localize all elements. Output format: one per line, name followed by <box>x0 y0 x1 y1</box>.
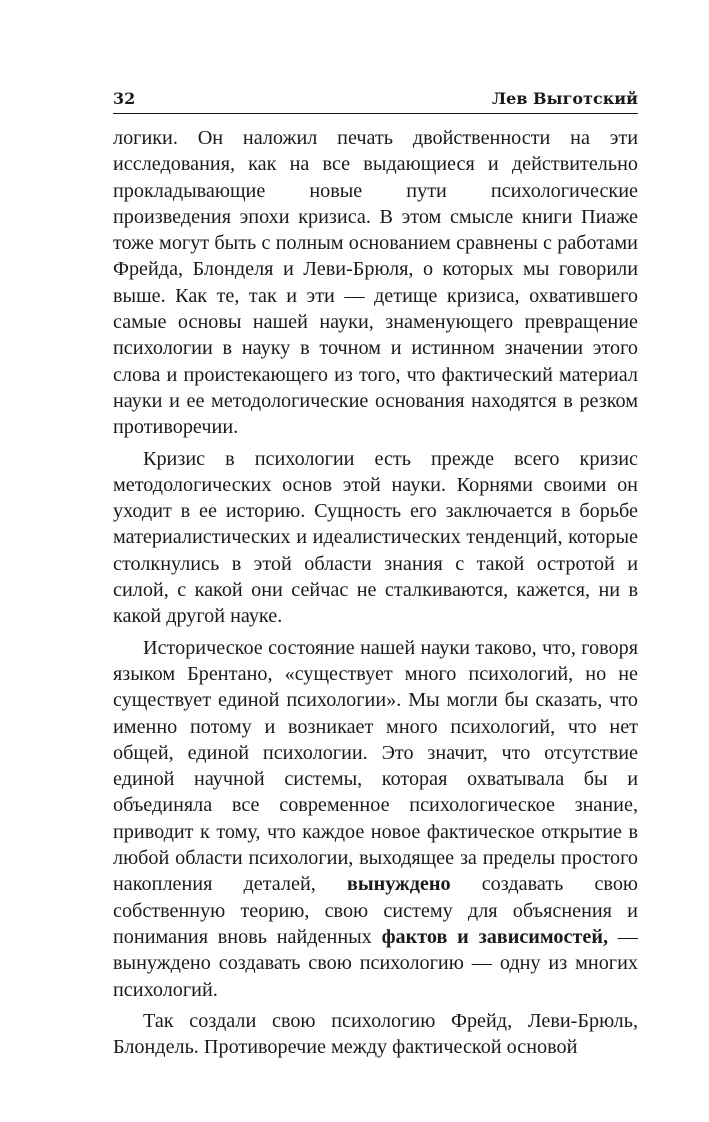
paragraph-2: Кризис в психологии есть прежде всего кризис методологических основ этой науки. Корнями своими он уходит в ее историю. Сущность его заключается в борьбе материалистических и идеалистических тенденций, которые столкнулись в этой области знания с такой остротой и силой, с какой они сейчас не сталкиваются, кажется, ни в какой другой науке. <box>113 447 638 628</box>
body-text <box>113 125 638 1060</box>
header-rule <box>113 113 638 114</box>
paragraph-3-part-b: создавать свою собственную теорию, свою систему для объяснения и понимания вновь найденных <box>113 873 638 948</box>
page-number: 32 <box>113 89 136 108</box>
paragraph-3-bold-2: фактов и зависимостей, <box>381 925 609 948</box>
paragraph-3-bold-1: вынуждено <box>346 873 451 896</box>
paragraph-3 <box>113 635 638 1003</box>
paragraph-1: логики. Он наложил печать двойственности на эти исследования, как на все выдающиеся и действительно прокладывающие новые пути психологические произведения эпохи кризиса. В этом смысле книги Пиаже тоже могут быть с полным основанием сравнены с работами Фрейда, Блонделя и Леви-Брюля, о которых мы говорили выше. Как те, так и эти — детище кризиса, охватившего самые основы нашей науки, знаменующего превращение психологии в науку в точном и истинном значении этого слова и проистекающего из того, что фактический материал науки и ее методологические основания находятся в резком противоречии. <box>113 127 638 439</box>
running-head-author: Лев Выготский <box>492 89 638 108</box>
paragraph-3-part-a: Историческое состояние нашей науки таково, что, говоря языком Брентано, «существует много психологий, но не существует единой психологии». Мы могли бы сказать, что именно потому и возникает много психологий, что нет общей, единой психологии. Это значит, что отсутствие единой научной системы, которая охватывала бы и объединяла все современное психологическое знание, приводит к тому, что каждое новое фактическое открытие в любой области психологии, выходящее за пределы простого накопления деталей, <box>113 636 638 896</box>
running-header <box>113 84 638 108</box>
paragraph-3-part-c: — вынуждено создавать свою психологию — одну из многих психологий. <box>113 925 638 1001</box>
paragraph-4: Так создали свою психологию Фрейд, Леви-Брюль, Блондель. Противоречие между фактической основой <box>113 1009 638 1059</box>
